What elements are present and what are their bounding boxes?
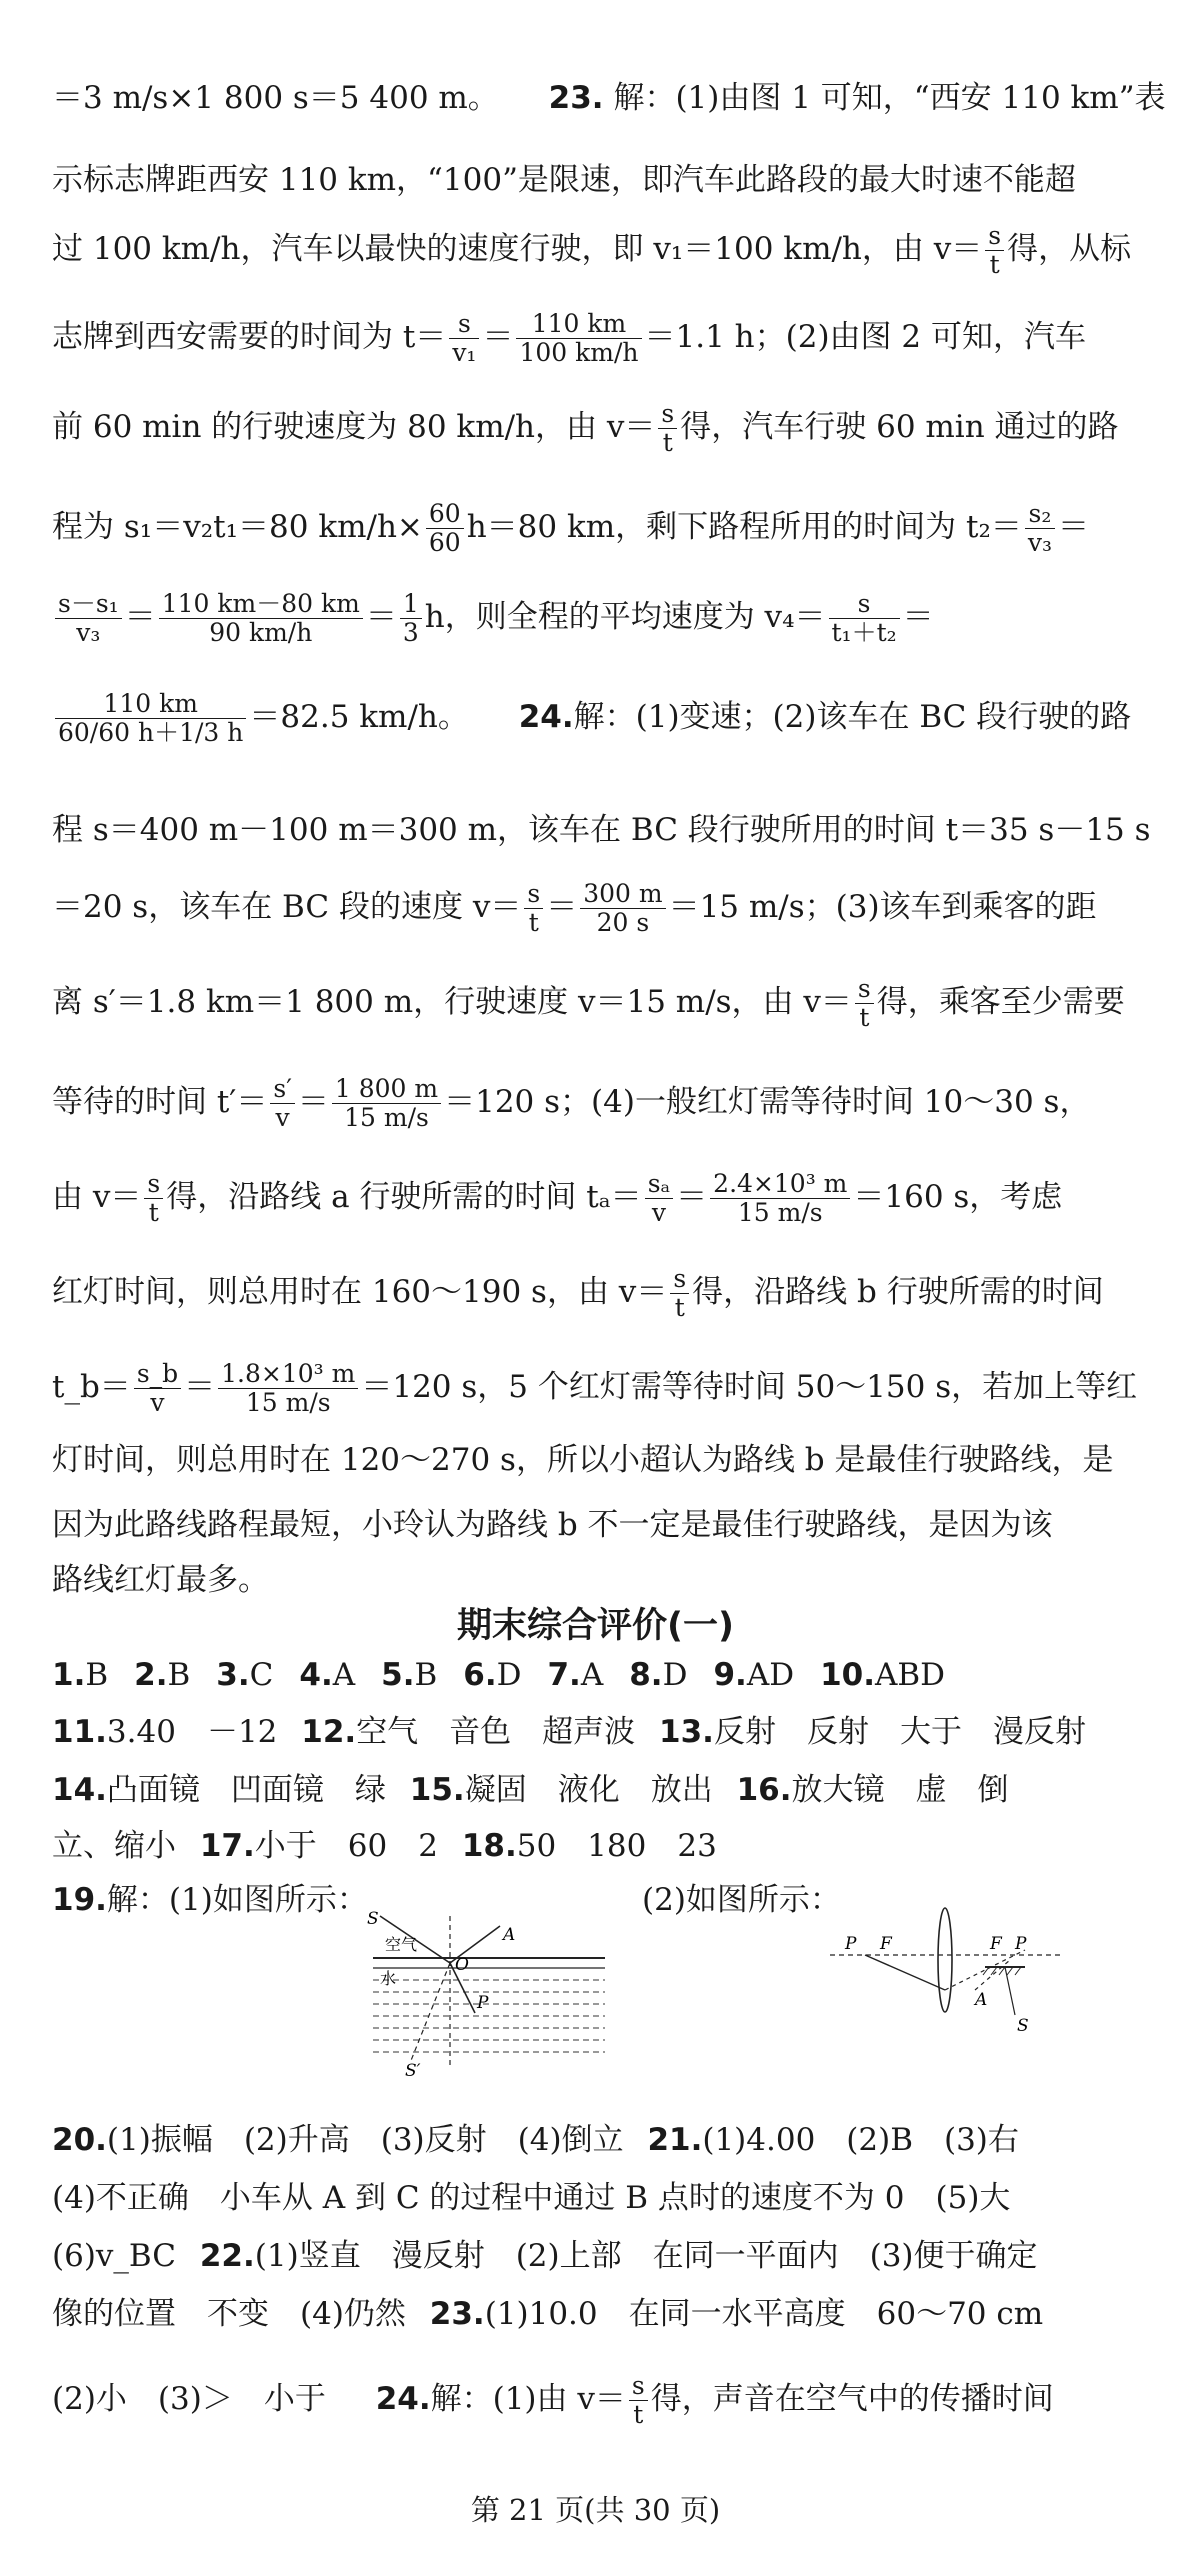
question-number: 9.: [713, 1657, 747, 1693]
answer-row: 像的位置 不变 (4)仍然 23.(1)10.0 在同一水平高度 60～70 cm: [52, 2296, 1044, 2332]
fraction: $\frac{\text{2.4×10³ m}}{15 m/s}$: [710, 1170, 850, 1227]
text: 等待的时间 t′＝: [52, 1084, 268, 1120]
ray: [865, 1955, 945, 1990]
answer-row: 立、缩小 17.小于 60 2 18.50 180 23: [52, 1828, 717, 1864]
fraction: $\frac{s}{t}$: [658, 400, 677, 457]
answer-row: 11.3.40 －12 12.空气 音色 超声波 13.反射 反射 大于 漫反射: [52, 1714, 1086, 1750]
question-number: 5.: [381, 1657, 415, 1693]
question-number: 24.: [518, 699, 574, 735]
question-number: 8.: [629, 1657, 663, 1693]
fraction: $\frac{s}{t}$: [855, 975, 874, 1032]
text: ＝20 s，该车在 BC 段的速度 v＝: [52, 889, 522, 925]
answer-value: A: [332, 1657, 356, 1693]
lens-diagram: [825, 1905, 1065, 2035]
svg-text:A: A: [503, 1925, 516, 1945]
text: 灯时间，则总用时在 120～270 s，所以小超认为路线 b 是最佳行驶路线，是: [52, 1442, 1114, 1478]
fraction: $\frac{110 km-80 km}{90 km/h}$: [159, 590, 363, 647]
text-line: [52, 500, 1131, 557]
water-region: [373, 1958, 605, 2052]
text: ＝: [1058, 509, 1090, 545]
text-line: [52, 690, 1131, 747]
answer-row: (4)不正确 小车从 A 到 C 的过程中通过 B 点时的速度不为 0 (5)大: [52, 2180, 1011, 2216]
answer-row: [52, 1655, 1131, 1695]
answer-row: 19.解：(1)如图所示： (2)如图所示：: [52, 1882, 841, 1918]
section-title: 期末综合评价(一): [457, 1606, 734, 1646]
text: 因为此路线路程最短，小玲认为路线 b 不一定是最佳行驶路线，是因为该: [52, 1507, 1053, 1543]
svg-text:P: P: [1015, 1934, 1027, 1954]
fraction: $\frac{\text{s₂}}{\text{v₃}}$: [1025, 500, 1055, 557]
fraction: $\frac{s}{\text{t₁＋t₂}}$: [829, 590, 900, 647]
answer-row: (2)小 (3)＞ 小于 24.解：(1)由 v＝ $\frac{s}{t}$ 得，声音在空气中的传播时间: [52, 2371, 1054, 2429]
question-number: 6.: [463, 1657, 497, 1693]
virtual-ray: [410, 1963, 450, 2063]
svg-text:S: S: [1017, 2016, 1029, 2035]
fraction: $\frac{300 m}{20 s}$: [580, 880, 665, 937]
text: ＝82.5 km/h。: [249, 699, 469, 735]
text: ＝120 s；(4)一般红灯需等待时间 10～30 s，: [444, 1084, 1091, 1120]
text: 得，沿路线 b 行驶所需的时间: [692, 1274, 1104, 1310]
text-line: [52, 1560, 1131, 1600]
text: t_b＝: [52, 1369, 131, 1405]
refraction-diagram: [355, 1908, 625, 2078]
text: h，则全程的平均速度为 v₄＝: [424, 599, 826, 635]
answer-value: B: [414, 1657, 438, 1693]
ray: [975, 1960, 1010, 1990]
svg-text:P: P: [477, 1993, 489, 2013]
text: 红灯时间，则总用时在 160～190 s，由 v＝: [52, 1274, 668, 1310]
answer-row: 14.凸面镜 凹面镜 绿 15.凝固 液化 放出 16.放大镜 虚 倒: [52, 1772, 1009, 1808]
text-line: 由 v＝ $\frac{s}{t}$ 得，沿路线 a 行驶所需的时间 tₐ＝ $\frac{\text{sₐ}}{v}$ ＝ $\frac{\text{2.4×10³ m}}{15 m/s}$ ＝160 s，考虑: [52, 1169, 1063, 1227]
ray: [1005, 1967, 1015, 2015]
text-line: 志牌到西安需要的时间为 t＝ $\frac{s}{\text{v₁}}$ ＝ $\frac{110 km}{100 km/h}$ ＝1.1 h；(2)由图 2 可知，汽车: [52, 309, 1086, 367]
fraction: $\frac{\text{s－s₁}}{\text{v₃}}$: [55, 590, 122, 647]
fraction: $\frac{1 800 m}{15 m/s}$: [332, 1075, 441, 1132]
answer-value: D: [662, 1657, 688, 1693]
text-line: [52, 78, 1166, 118]
text: 离 s′＝1.8 km＝1 800 m，行驶速度 v＝15 m/s，由 v＝: [52, 984, 852, 1020]
fraction: $\frac{1}{3}$: [400, 590, 422, 647]
text-line: $\frac{\text{s－s₁}}{\text{v₃}}$ ＝ $\frac{110 km-80 km}{90 km/h}$ ＝ $\frac{1}{3}$ h，则全程的平均速度为 v₄＝ $\frac{s}{\text{t₁＋t₂}}$ ＝: [52, 590, 1131, 647]
question-number: 10.: [820, 1657, 875, 1693]
text: 得，沿路线 a 行驶所需的时间 tₐ＝: [166, 1179, 642, 1215]
fraction: $\frac{s}{t}$: [670, 1265, 689, 1322]
fraction: $\frac{s}{t}$: [629, 2372, 648, 2429]
text: 由 v＝: [52, 1179, 142, 1215]
page-footer: 第 21 页(共 30 页): [470, 2493, 721, 2527]
fraction: $\frac{110 km}{100 km/h}$: [516, 310, 641, 367]
text: 解：(1)变速；(2)该车在 BC 段行驶的路: [573, 699, 1132, 735]
fraction: $\frac{\text{1.8×10³ m}}{15 m/s}$: [218, 1360, 358, 1417]
svg-text:S: S: [367, 1909, 379, 1929]
text: 志牌到西安需要的时间为 t＝: [52, 319, 447, 355]
question-number: 2.: [134, 1657, 168, 1693]
question-number: 23.: [548, 80, 604, 116]
text: 过 100 km/h，汽车以最快的速度行驶，即 v₁＝100 km/h，由 v＝: [52, 231, 983, 267]
fraction: $\frac{110 km}{60/60 h+1/3 h}$: [55, 690, 246, 747]
text: ＝120 s，5 个红灯需等待时间 50～150 s，若加上等红: [361, 1369, 1138, 1405]
text: ＝1.1 h；(2)由图 2 可知，汽车: [644, 319, 1086, 355]
answer-value: C: [249, 1657, 274, 1693]
svg-text:O: O: [455, 1955, 469, 1975]
text: ＝3 m/s×1 800 s＝5 400 m。: [52, 80, 499, 116]
svg-text:空气: 空气: [385, 1935, 418, 1954]
text-line: [52, 1265, 1131, 1322]
svg-text:A: A: [975, 1990, 988, 2010]
fraction: $\frac{s'}{v}$: [270, 1075, 295, 1132]
text: 前 60 min 的行驶速度为 80 km/h，由 v＝: [52, 409, 656, 445]
question-number: 7.: [547, 1657, 581, 1693]
svg-text:P: P: [845, 1934, 857, 1954]
answer-row: 20.(1)振幅 (2)升高 (3)反射 (4)倒立 21.(1)4.00 (2)B (3)右: [52, 2122, 1019, 2158]
question-number: 3.: [216, 1657, 250, 1693]
answer-value: B: [167, 1657, 191, 1693]
fraction: $\frac{s\_b}{v}$: [134, 1360, 181, 1417]
fraction: $\frac{s}{t}$: [524, 880, 543, 937]
svg-text:S′: S′: [405, 2061, 421, 2078]
text: h＝80 km，剩下路程所用的时间为 t₂＝: [466, 509, 1022, 545]
text-line: ＝20 s，该车在 BC 段的速度 v＝ $\frac{s}{t}$ ＝ $\frac{300 m}{20 s}$ ＝15 m/s；(3)该车到乘客的距: [52, 879, 1097, 937]
fraction: $\frac{s}{t}$: [144, 1170, 163, 1227]
text-line: 等待的时间 t′＝ $\frac{s'}{v}$ ＝ $\frac{1 800 m}{15 m/s}$ ＝120 s；(4)一般红灯需等待时间 10～30 s，: [52, 1074, 1091, 1132]
question-number: 1.: [52, 1657, 86, 1693]
convex-lens: [938, 1908, 952, 2012]
text: ＝15 m/s；(3)该车到乘客的距: [668, 889, 1097, 925]
text: 得，从标: [1007, 231, 1132, 267]
svg-text:F: F: [880, 1934, 892, 1954]
answer-value: A: [580, 1657, 604, 1693]
answer-value: B: [85, 1657, 109, 1693]
text-line: [52, 810, 1151, 850]
text-line: t_b＝ $\frac{s\_b}{v}$ ＝ $\frac{\text{1.8×10³ m}}{15 m/s}$ ＝120 s，5 个红灯需等待时间 50～150 s，若加上等红: [52, 1359, 1138, 1417]
svg-text:F: F: [990, 1934, 1002, 1954]
text: 解：(1)由图 1 可知，“西安 110 km”表: [613, 80, 1166, 116]
text-line: [52, 1440, 1131, 1480]
answer-value: ABD: [874, 1657, 946, 1693]
text-line: [52, 975, 1131, 1032]
fraction: $\frac{60}{60}$: [426, 500, 464, 557]
text-line: [52, 222, 1131, 279]
ray: [945, 1950, 1025, 1990]
text-line: [52, 160, 1131, 200]
text: ＝160 s，考虑: [853, 1179, 1063, 1215]
fraction: $\frac{\text{sₐ}}{v}$: [645, 1170, 673, 1227]
question-number: 4.: [299, 1657, 333, 1693]
text: 得，乘客至少需要: [876, 984, 1125, 1020]
fraction: $\frac{s}{\text{v₁}}$: [449, 310, 479, 367]
text: 得，汽车行驶 60 min 通过的路: [680, 409, 1119, 445]
text: 路线红灯最多。: [52, 1562, 269, 1598]
text: 程 s＝400 m－100 m＝300 m，该车在 BC 段行驶所用的时间 t＝35 s－15 s: [52, 812, 1151, 848]
text-line: [52, 1505, 1131, 1545]
answer-row: (6)v_BC 22.(1)竖直 漫反射 (2)上部 在同一平面内 (3)便于确定: [52, 2238, 1038, 2274]
svg-text:水: 水: [380, 1969, 397, 1988]
text: 程为 s₁＝v₂t₁＝80 km/h×: [52, 509, 423, 545]
text-line: [52, 400, 1131, 457]
text: 示标志牌距西安 110 km，“100”是限速，即汽车此路段的最大时速不能超: [52, 162, 1076, 198]
answer-value: AD: [746, 1657, 795, 1693]
fraction: $\frac{s}{t}$: [985, 222, 1004, 279]
answer-value: D: [496, 1657, 522, 1693]
